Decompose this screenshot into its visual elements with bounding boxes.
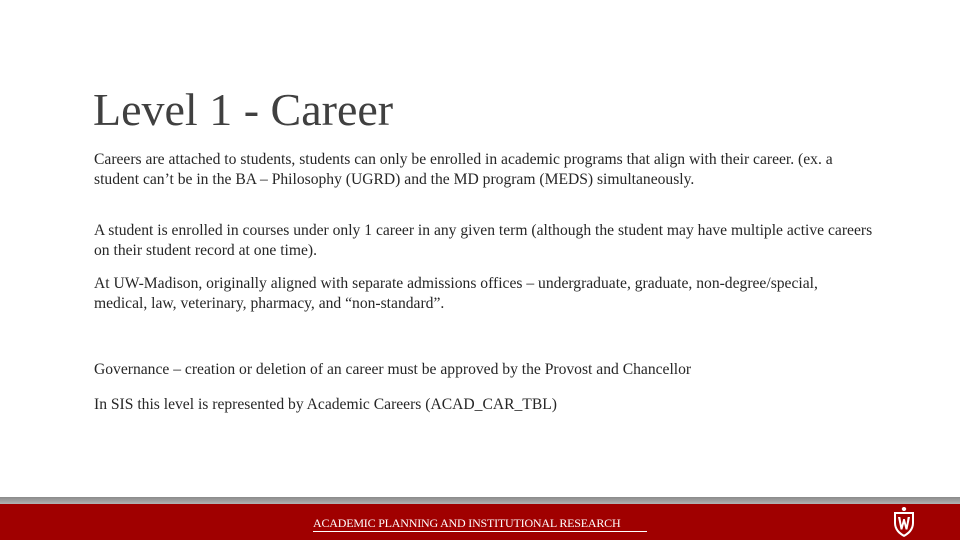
paragraph-governance: Governance – creation or deletion of an career must be approved by the Provost and Chancellor — [94, 361, 692, 378]
paragraph-admissions: At UW-Madison, originally aligned with separate admissions offices – undergraduate, graduate, non-degree/special, medical, law, veterinary, pharmacy, and “non-standard”. — [94, 275, 818, 312]
paragraph-enrollment: A student is enrolled in courses under only 1 career in any given term (although the student may have multiple active careers on their student record at one time). — [94, 222, 873, 259]
slide-title: Level 1 - Career — [93, 84, 394, 135]
paragraph-careers: Careers are attached to students, students can only be enrolled in academic programs that align with their career. (ex. a student can’t be in the BA – Philosophy (UGRD) and the MD program (MEDS) simultaneously. — [94, 151, 833, 188]
footer-text: ACADEMIC PLANNING AND INSTITUTIONAL RESEARCH — [313, 516, 621, 530]
uw-crest-icon — [891, 506, 917, 538]
paragraph-sis: In SIS this level is represented by Academic Careers (ACAD_CAR_TBL) — [94, 396, 557, 413]
footer-divider — [0, 497, 960, 504]
footer-bar — [0, 504, 960, 540]
footer-underline — [313, 531, 647, 532]
